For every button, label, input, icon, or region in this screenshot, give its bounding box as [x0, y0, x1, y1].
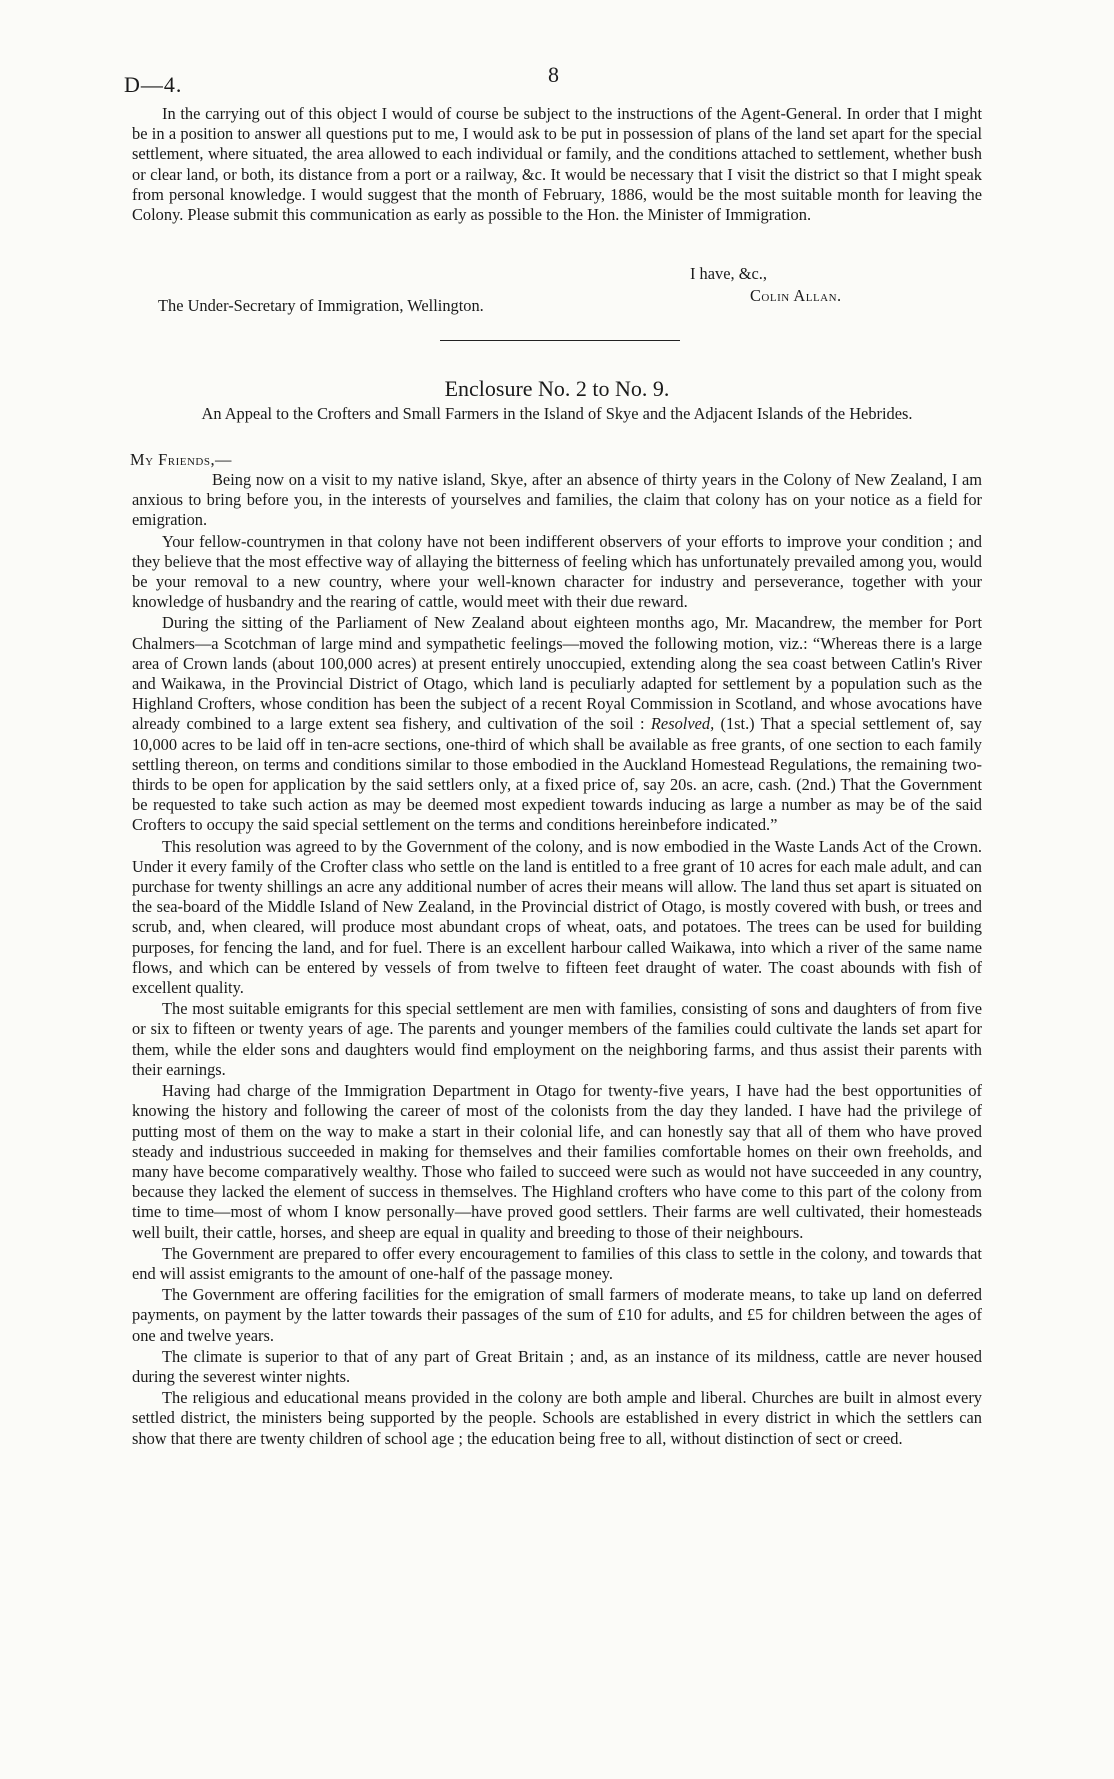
appeal-paragraph-6: Having had charge of the Immigration Department in Otago for twenty-five years, I have had the best opportunities of knowing the history and following the career of most of the colonists from the day they landed. I have had the privilege of putting most of them on the way to make a start in their colonial life, and can honestly say that all of them who have proved steady and industrious succeeded in making for themselves and their families comfortable homes on their own freeholds, and many have become comparatively wealthy. Those who failed to succeed were such as would not have succeeded in any country, because they lacked the element of success in themselves. The Highland crofters who have come to this part of the colony from time to time—most of whom I know personally—have proved good settlers. Their farms are well cultivated, their homesteads well built, their cattle, horses, and sheep are equal in quality and breeding to those of their neighbours.	[132, 1081, 982, 1242]
appeal-body	[132, 470, 982, 1450]
section-divider	[440, 340, 680, 341]
appeal-paragraph-1: Being now on a visit to my native island, Skye, after an absence of thirty years in the Colony of New Zealand, I am anxious to bring before you, in the interests of yourselves and families, the claim that colony has on your notice as a field for emigration.	[132, 470, 982, 530]
letter-paragraph: In the carrying out of this object I would of course be subject to the instructions of the Agent-General. In order that I might be in a position to answer all questions put to me, I would ask to be put in possession of plans of the land set apart for the special settlement, where situated, the area allowed to each individual or family, and the conditions attached to settlement, whether bush or clear land, or both, its distance from a port or a railway, &c. It would be necessary that I visit the district so that I might speak from personal knowledge. I would suggest that the month of February, 1886, would be the most suitable month for leaving the Colony. Please submit this communication as early as possible to the Hon. the Minister of Immigration.	[132, 104, 982, 225]
motion-text: During the sitting of the Parliament of New Zealand about eighteen months ago, Mr. Macandrew, the member for Port Chalmers—a Scotchman of large mind and sympathetic feelings—moved the following motion, viz.: “Whereas there is a large area of Crown lands (about 100,000 acres) at present entirely unoccupied, extending along the sea coast between Catlin's River and Waikawa, in the Provincial District of Otago, which land is peculiarly adapted for settlement by a population such as the Highland Crofters, whose condition has been the subject of a recent Royal Commission in Scotland, and whose avocations have already combined to a large extent sea fishery, and cultivation of the soil :	[132, 613, 982, 734]
appeal-paragraph-7: The Government are prepared to offer every encouragement to families of this class to settle in the colony, and towards that end will assist emigrants to the amount of one-half of the passage money.	[132, 1243, 982, 1283]
resolved-label: Resolved,	[650, 714, 715, 734]
appeal-paragraph-9: The climate is superior to that of any part of Great Britain ; and, as an instance of its mildness, cattle are never housed during the severest winter nights.	[132, 1346, 982, 1386]
page-number: 8	[548, 62, 559, 87]
letter-closing: I have, &c.,	[690, 264, 767, 283]
letter-addressee: The Under-Secretary of Immigration, Wellington.	[158, 296, 484, 315]
letter-body	[132, 104, 982, 225]
enclosure-subtitle: An Appeal to the Crofters and Small Farmers in the Island of Skye and the Adjacent Islands of the Hebrides.	[201, 404, 913, 423]
salutation: My Friends,—	[130, 450, 232, 469]
letter-signature: Colin Allan.	[750, 286, 842, 305]
appeal-paragraph-2: Your fellow-countrymen in that colony have not been indifferent observers of your efforts to improve your condition ; and they believe that the most effective way of allaying the bitterness of feeling which has unfortunately prevailed among you, would be your removal to a new country, where your well-known character for industry and perseverance, together with your knowledge of husbandry and the rearing of cattle, would meet with their due reward.	[132, 531, 982, 612]
appeal-paragraph-8: The Government are offering facilities for the emigration of small farmers of moderate means, to take up land on deferred payments, on payment by the latter towards their passages of the sum of £10 for adults, and £5 for children between the ages of one and twelve years.	[132, 1285, 982, 1345]
resolution-text: (1st.) That a special settlement of, say 10,000 acres to be laid off in ten-acre sections, one-third of which shall be available as free grants, of one section to each family settling thereon, on terms and conditions similar to those embodied in the Auckland Homestead Regulations, the remaining two-thirds to be open for application by the said settlers only, at a fixed price of, say 20s. an acre, cash. (2nd.) That the Government be requested to take such action as may be deemed most expedient towards inducing as large a number as may be of the said Crofters to occupy the said special settlement on the terms and conditions hereinbefore indicated.”	[132, 714, 982, 835]
appeal-paragraph-3	[132, 613, 982, 835]
appeal-paragraph-5: The most suitable emigrants for this special settlement are men with families, consisting of sons and daughters of from five or six to fifteen or twenty years of age. The parents and younger members of the families could cultivate the lands set apart for them, while the elder sons and daughters would find employment on the neighboring farms, and thus assist their parents with their earnings.	[132, 999, 982, 1079]
appeal-paragraph-4: This resolution was agreed to by the Government of the colony, and is now embodied in the Waste Lands Act of the Crown. Under it every family of the Crofter class who settle on the land is entitled to a free grant of 10 acres for each male adult, and can purchase for twenty shillings an acre any additional number of acres their means will allow. The land thus set apart is situated on the sea-board of the Middle Island of New Zealand, in the Provincial district of Otago, is mostly covered with bush, or trees and scrub, and, when cleared, will produce most abundant crops of wheat, oats, and potatoes. The trees can be used for building purposes, for fencing the land, and for fuel. There is an excellent harbour called Waikawa, into which a river of the same name flows, and which can be entered by vessels of from twelve to fifteen feet draught of water. The coast abounds with fish of excellent quality.	[132, 836, 982, 998]
enclosure-title: Enclosure No. 2 to No. 9.	[444, 376, 670, 401]
document-reference: D—4.	[124, 72, 183, 97]
appeal-paragraph-10: The religious and educational means provided in the colony are both ample and liberal. Churches are built in almost every settled district, the ministers being supported by the people. Schools are established in every district in which the settlers can show that there are twenty children of school age ; the education being free to all, without distinction of sect or creed.	[132, 1388, 982, 1448]
